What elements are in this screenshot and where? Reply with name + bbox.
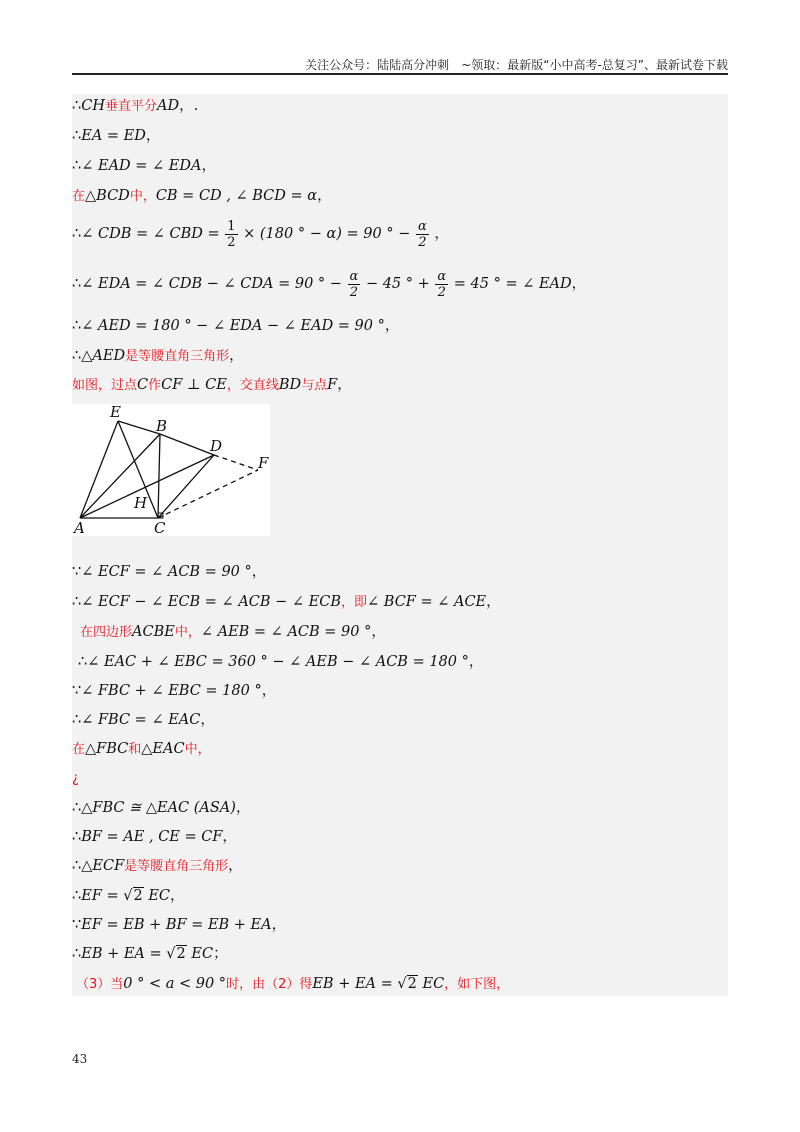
solution-line: ∴△FBC ≅ △EAC (ASA)， bbox=[72, 800, 251, 816]
solution-line: ¿ bbox=[72, 771, 79, 786]
solution-line: ∴∠ EAC + ∠ EBC = 360 ° − ∠ AEB − ∠ ACB = 180 °， bbox=[78, 654, 484, 670]
fraction: $\frac{\alpha}{2}$ bbox=[437, 268, 447, 300]
fraction: $\frac{1}{2}$ bbox=[227, 218, 236, 250]
segment-df-dashed bbox=[214, 455, 258, 470]
segment-cf-dashed bbox=[158, 470, 258, 518]
solution-line: 在四边形ACBE中，∠ AEB = ∠ ACB = 90 °， bbox=[80, 624, 386, 640]
solution-line: ∴EA = ED， bbox=[72, 128, 161, 144]
solution-line: ∴CH垂直平分AD，. bbox=[72, 98, 199, 114]
segment-cd bbox=[158, 455, 214, 518]
segment-ab bbox=[80, 434, 160, 518]
solution-line: ∴∠ FBC = ∠ EAC， bbox=[72, 712, 215, 728]
segment-cb bbox=[158, 434, 160, 518]
solution-line: ∴△ECF是等腰直角三角形， bbox=[72, 858, 243, 874]
solution-line: ∴EB + EA = √2 EC； bbox=[72, 946, 228, 962]
segment-bd bbox=[160, 434, 214, 455]
solution-line: ∵∠ FBC + ∠ EBC = 180 °， bbox=[72, 683, 277, 699]
label-h: H bbox=[134, 494, 148, 512]
solution-line: ∴∠ AED = 180 ° − ∠ EDA − ∠ EAD = 90 °， bbox=[72, 318, 400, 334]
solution-line: ∴∠ EDA = ∠ CDB − ∠ CDA = 90 ° − $\frac{\alpha}{2}$ − 45 ° + $\frac{\alpha}{2}$ = 45 ° = ∠ EAD， bbox=[72, 268, 587, 300]
solution-line: ∴△AED是等腰直角三角形， bbox=[72, 348, 244, 364]
solution-line: ∵EF = EB + BF = EB + EA， bbox=[72, 917, 287, 933]
solution-line: ∴∠ EAD = ∠ EDA， bbox=[72, 158, 216, 174]
label-b: B bbox=[156, 417, 168, 435]
fraction: $\frac{\alpha}{2}$ bbox=[417, 218, 427, 250]
solution-line: ∴BF = AE , CE = CF， bbox=[72, 829, 237, 845]
label-f: F bbox=[258, 454, 269, 472]
label-e: E bbox=[110, 404, 121, 421]
header-divider bbox=[72, 73, 728, 75]
segment-eb bbox=[118, 421, 160, 434]
label-d: D bbox=[210, 437, 223, 455]
page-header: 关注公众号：陆陆高分冲刺 ~领取：最新版“小中高考-总复习”、最新试卷下载 bbox=[305, 58, 728, 72]
solution-line: 在△BCD中，CB = CD , ∠ BCD = α， bbox=[72, 188, 332, 204]
geometry-diagram bbox=[72, 404, 270, 536]
solution-line: ∴EF = √2 EC， bbox=[72, 888, 185, 904]
geometry-figure bbox=[72, 404, 270, 536]
solution-line: 在△FBC和△EAC中， bbox=[72, 741, 211, 757]
label-c: C bbox=[154, 519, 166, 536]
fraction: $\frac{\alpha}{2}$ bbox=[349, 268, 359, 300]
label-a: A bbox=[74, 519, 85, 536]
solution-line: 如图，过点C作CF ⊥ CE，交直线BD与点F， bbox=[72, 377, 352, 393]
solution-line: ∴∠ CDB = ∠ CBD = $\frac{1}{2}$ × (180 ° − α) = 90 ° − $\frac{\alpha}{2}$ ， bbox=[72, 218, 449, 250]
solution-line: ∵∠ ECF = ∠ ACB = 90 °， bbox=[72, 564, 267, 580]
solution-line: ∴∠ ECF − ∠ ECB = ∠ ACB − ∠ ECB，即∠ BCF = ∠ ACE， bbox=[72, 594, 501, 610]
solution-content bbox=[72, 94, 728, 996]
solution-line: （3）当0 ° < a < 90 °时，由（2）得EB + EA = √2 EC，如下图， bbox=[76, 976, 510, 992]
page-number: 43 bbox=[72, 1052, 88, 1066]
